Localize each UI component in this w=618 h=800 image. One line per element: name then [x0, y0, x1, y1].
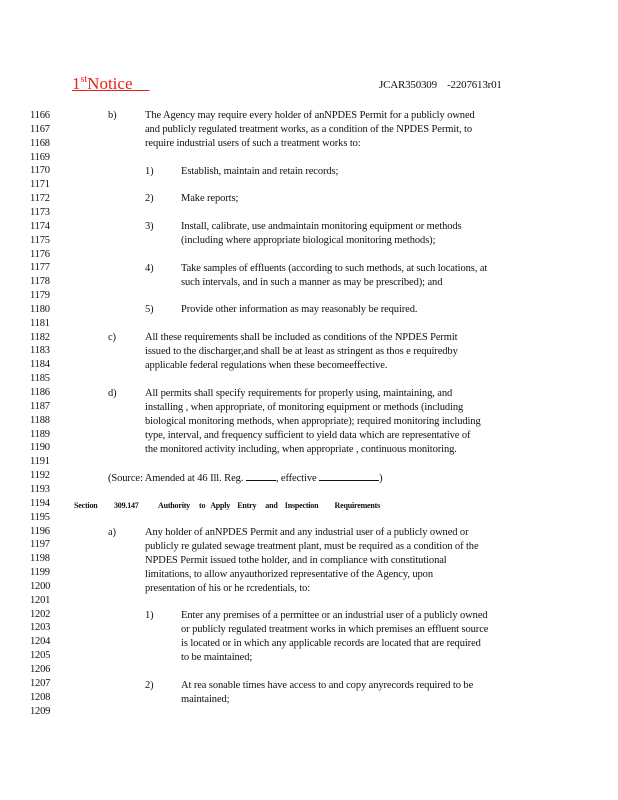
paragraph-marker: b): [108, 110, 117, 121]
line-number: 1171: [30, 179, 50, 191]
line-number: 1184: [30, 359, 50, 371]
reg-page-blank: [246, 471, 276, 481]
paragraph-d-line: installing , when appropriate, of monitoring equipment or methods (including: [145, 402, 464, 413]
paragraph-c-line: All these requirements shall be included as conditions of the NPDES Permit: [145, 332, 458, 343]
line-number: 1167: [30, 123, 50, 135]
item-a1-line: or publicly regulated treatment works in which premises an effluent source: [181, 624, 489, 635]
item-b4-line: such intervals, and in such a manner as may be prescribed); and: [181, 277, 443, 288]
item-b3-line: (including where appropriate biological monitoring methods);: [181, 235, 436, 246]
item-marker: 4): [145, 263, 154, 274]
item-marker: 1): [145, 166, 154, 177]
line-number: 1208: [30, 691, 51, 703]
line-number: 1176: [30, 248, 50, 260]
line-number: 1202: [30, 608, 51, 620]
paragraph-d-line: type, interval, and frequency sufficient to yield data which are representative of: [145, 430, 471, 441]
item-marker: 5): [145, 304, 154, 315]
notice-number: 1: [72, 74, 81, 93]
paragraph-marker: a): [108, 527, 116, 538]
line-number: 1196: [30, 525, 50, 537]
line-number: 1197: [30, 539, 50, 551]
section-title: Authority to Apply Entry and Inspection Requirements: [158, 501, 381, 510]
line-number: 1190: [30, 442, 50, 454]
line-number: 1179: [30, 290, 50, 302]
line-number: 1174: [30, 220, 50, 232]
line-number: 1166: [30, 110, 50, 121]
paragraph-a-line: limitations, to allow anyauthorized representative of the Agency, upon: [145, 569, 433, 580]
paragraph-d-line: biological monitoring methods, when appropriate); required monitoring including: [145, 416, 481, 427]
item-marker: 2): [145, 193, 154, 204]
line-number: 1169: [30, 151, 50, 163]
paragraph-a-line: NPDES Permit issued tothe holder, and in compliance with constitutional: [145, 555, 447, 566]
item-a2-line: maintained;: [181, 694, 230, 705]
item-b2-line: Make reports;: [181, 193, 239, 204]
paragraph-marker: c): [108, 332, 116, 343]
item-marker: 3): [145, 221, 154, 232]
document-code: JCAR350309 -2207613r01: [379, 79, 502, 91]
paragraph-d-line: All permits shall specify requirements for properly using, maintaining, and: [145, 388, 453, 399]
source-middle: , effective: [275, 473, 317, 484]
item-b3-line: Install, calibrate, use andmaintain monitoring equipment or methods: [181, 221, 462, 232]
paragraph-d-line: the monitored activity including, when appropriate , continuous monitoring.: [145, 444, 457, 455]
source-suffix: ): [379, 473, 383, 484]
paragraph-a-line: publicly re gulated sewage treatment plant, must be required as a condition of the: [145, 541, 479, 552]
line-number: 1181: [30, 317, 50, 329]
line-number: 1200: [30, 580, 51, 592]
line-number: 1188: [30, 414, 50, 426]
line-number: 1209: [30, 705, 51, 717]
line-number: 1203: [30, 622, 51, 634]
line-number: 1187: [30, 400, 50, 412]
paragraph-c-line: applicable federal regulations when these becomeeffective.: [145, 360, 388, 371]
paragraph-b-line: require industrial users of such a treatment works to:: [145, 138, 361, 149]
effective-date-blank: [319, 471, 379, 481]
item-a1-line: is located or in which any applicable records are located that are required: [181, 638, 481, 649]
source-note: [108, 471, 382, 485]
line-number: 1191: [30, 456, 50, 468]
line-number: 1170: [30, 165, 50, 177]
paragraph-b-line: and publicly regulated treatment works, as a condition of the NPDES Permit, to: [145, 124, 472, 135]
section-number: 309.147: [114, 501, 139, 510]
line-number: 1193: [30, 483, 50, 495]
item-a2-line: At rea sonable times have access to and copy anyrecords required to be: [181, 680, 474, 691]
paragraph-a-line: presentation of his or he rcredentials, to:: [145, 583, 311, 594]
line-number: 1177: [30, 262, 50, 274]
paragraph-a-line: Any holder of anNPDES Permit and any industrial user of a publicly owned or: [145, 527, 469, 538]
line-number: 1206: [30, 664, 51, 675]
line-number: 1205: [30, 650, 51, 662]
notice-title: [72, 74, 150, 94]
paragraph-marker: d): [108, 388, 117, 399]
item-b5-line: Provide other information as may reasonably be required.: [181, 304, 418, 315]
line-number: 1199: [30, 567, 50, 579]
line-number: 1172: [30, 193, 50, 205]
source-prefix: (Source: Amended at 46 Ill. Reg.: [108, 473, 244, 484]
line-number: 1185: [30, 373, 50, 385]
line-number: 1182: [30, 331, 50, 343]
notice-word: Notice: [87, 74, 133, 93]
section-label: Section: [74, 501, 98, 510]
item-marker: 1): [145, 610, 154, 621]
line-number: 1183: [30, 345, 50, 357]
line-number: 1195: [30, 511, 50, 523]
item-b4-line: Take samples of effluents (according to such methods, at such locations, at: [181, 263, 488, 274]
notice-suffix: st: [80, 74, 88, 85]
line-number: 1189: [30, 428, 50, 440]
paragraph-b-line: The Agency may require every holder of anNPDES Permit for a publicly owned: [145, 110, 475, 121]
item-b1-line: Establish, maintain and retain records;: [181, 166, 339, 177]
line-number: 1178: [30, 276, 50, 288]
line-number: 1204: [30, 636, 51, 648]
line-number: 1192: [30, 470, 50, 482]
line-number: 1194: [30, 497, 50, 509]
line-number: 1168: [30, 137, 50, 149]
paragraph-c-line: issued to the discharger,and shall be at least as stringent as thos e requiredby: [145, 346, 458, 357]
line-number: 1201: [30, 594, 51, 606]
line-number: 1198: [30, 553, 50, 565]
item-a1-line: to be maintained;: [181, 652, 253, 663]
line-number: 1180: [30, 303, 50, 315]
item-marker: 2): [145, 680, 154, 691]
item-a1-line: Enter any premises of a permittee or an industrial user of a publicly owned: [181, 610, 488, 621]
line-number: 1207: [30, 677, 51, 689]
line-number: 1186: [30, 387, 50, 398]
line-number: 1175: [30, 234, 50, 246]
line-number: 1173: [30, 206, 50, 218]
